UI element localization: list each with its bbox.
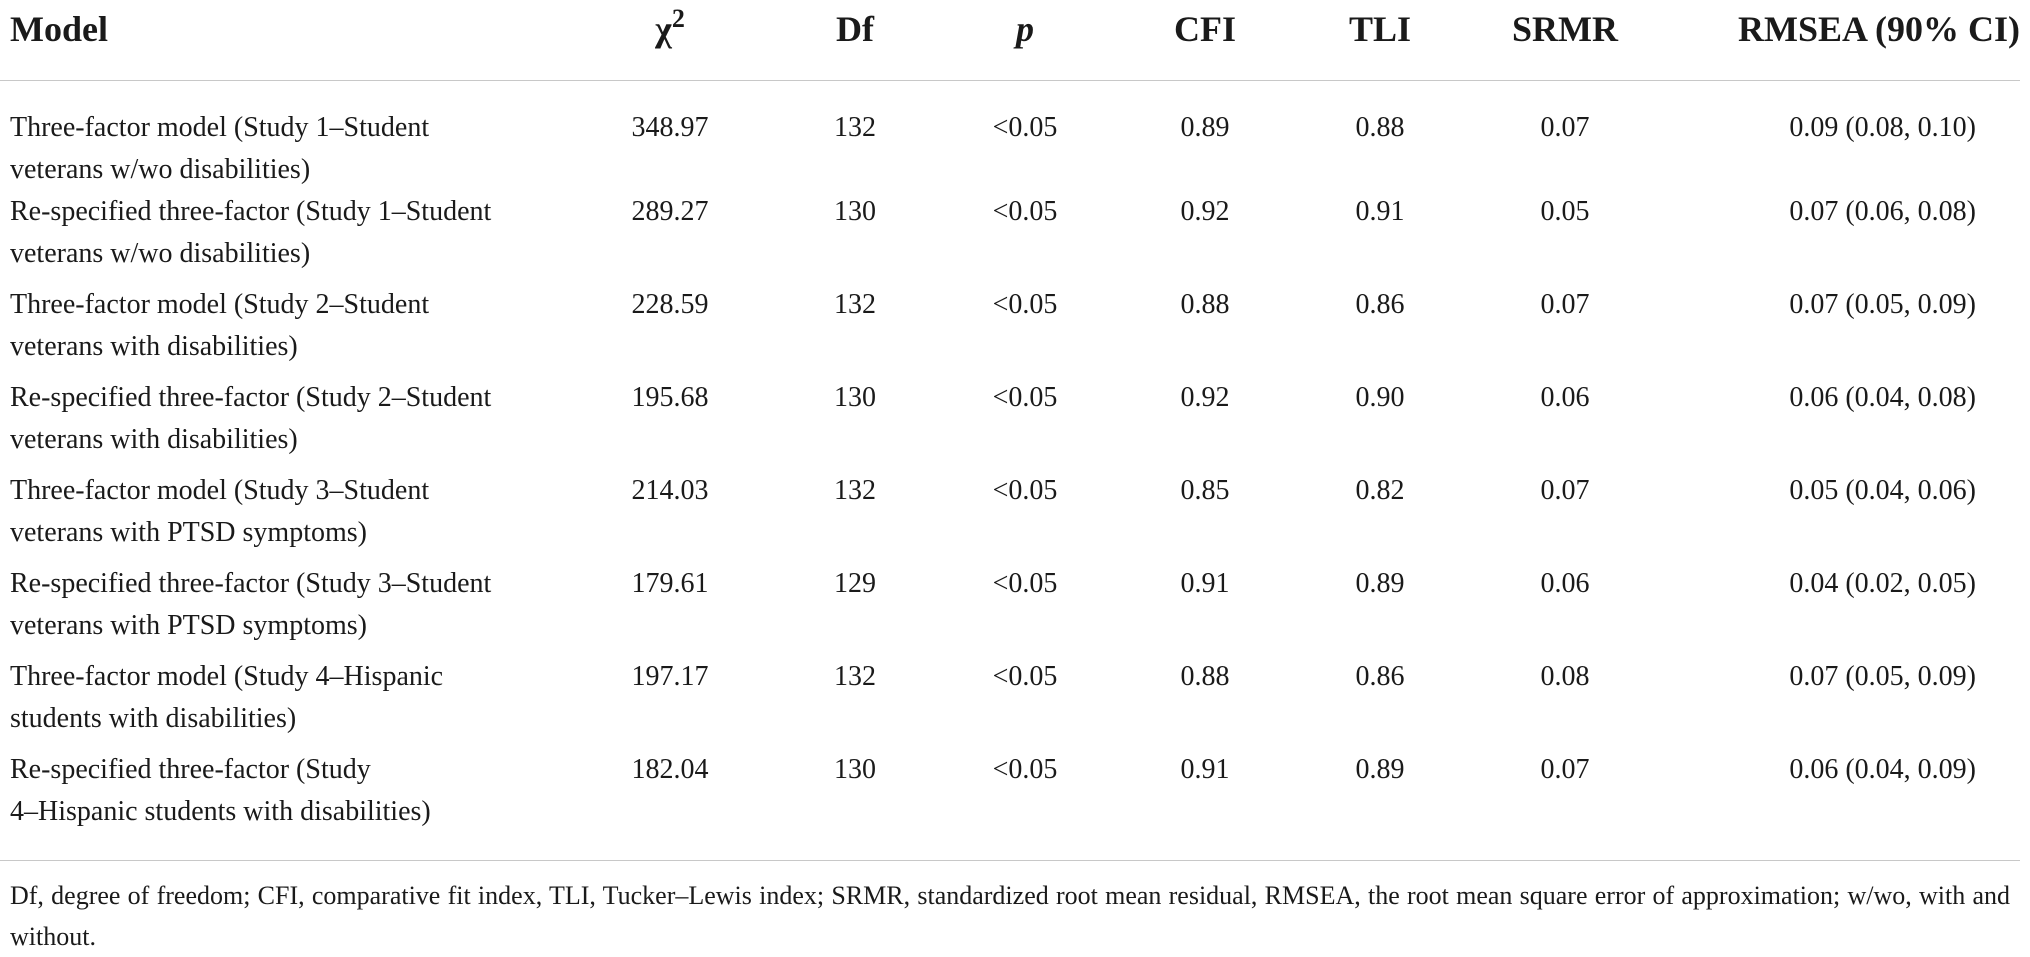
- cell-tli: 0.91: [1355, 196, 1405, 227]
- cell-tli: 0.89: [1355, 568, 1405, 599]
- cell-cfi: 0.85: [1180, 475, 1230, 506]
- model-line-1: Three-factor model (Study 2–Student: [10, 289, 430, 320]
- cell-srmr: 0.07: [1540, 475, 1590, 506]
- header-df: Df: [780, 0, 930, 81]
- header-rmsea: RMSEA (90% CI): [1660, 0, 2020, 81]
- cell-df: 132: [834, 661, 876, 692]
- cell-srmr: 0.08: [1540, 661, 1590, 692]
- cell-srmr: 0.06: [1540, 382, 1590, 413]
- cell-df: 132: [834, 112, 876, 143]
- model-line-2: students with disabilities): [10, 703, 297, 734]
- cell-rmsea: 0.07 (0.05, 0.09): [1789, 289, 1976, 320]
- cell-tli: 0.88: [1355, 112, 1405, 143]
- model-line-2: 4–Hispanic students with disabilities): [10, 796, 431, 827]
- table-body: [0, 81, 2020, 857]
- cell-cfi: 0.88: [1180, 661, 1230, 692]
- table-row: [0, 749, 2020, 856]
- cell-p: <0.05: [992, 754, 1058, 785]
- cell-p: <0.05: [992, 196, 1058, 227]
- cell-p: <0.05: [992, 661, 1058, 692]
- cell-srmr: 0.05: [1540, 196, 1590, 227]
- header-srmr: SRMR: [1470, 0, 1660, 81]
- cell-df: 132: [834, 475, 876, 506]
- cell-rmsea: 0.09 (0.08, 0.10): [1789, 112, 1976, 143]
- cell-cfi: 0.91: [1180, 754, 1230, 785]
- cell-tli: 0.86: [1355, 289, 1405, 320]
- model-line-2: veterans with disabilities): [10, 424, 298, 455]
- cell-rmsea: 0.07 (0.06, 0.08): [1789, 196, 1976, 227]
- cell-p: <0.05: [992, 382, 1058, 413]
- cell-p: <0.05: [992, 289, 1058, 320]
- cell-chi2: 179.61: [631, 568, 709, 599]
- header-p-label: p: [1016, 9, 1034, 49]
- model-line-2: veterans w/wo disabilities): [10, 154, 311, 185]
- cell-chi2: 348.97: [631, 112, 709, 143]
- chi-superscript: 2: [671, 4, 685, 33]
- model-line-1: Re-specified three-factor (Study 2–Student: [10, 382, 492, 413]
- cell-cfi: 0.89: [1180, 112, 1230, 143]
- table-row: [0, 377, 2020, 470]
- cell-chi2: 214.03: [631, 475, 709, 506]
- model-line-1: Re-specified three-factor (Study 1–Student: [10, 196, 492, 227]
- header-chi-square: [560, 0, 780, 81]
- cell-srmr: 0.06: [1540, 568, 1590, 599]
- cell-model: [0, 191, 560, 284]
- cell-model: [0, 81, 560, 192]
- cell-rmsea: 0.06 (0.04, 0.08): [1789, 382, 1976, 413]
- cell-df: 130: [834, 754, 876, 785]
- cell-srmr: 0.07: [1540, 754, 1590, 785]
- cell-cfi: 0.88: [1180, 289, 1230, 320]
- header-cfi: CFI: [1120, 0, 1290, 81]
- cell-tli: 0.90: [1355, 382, 1405, 413]
- cell-tli: 0.82: [1355, 475, 1405, 506]
- model-line-1: Re-specified three-factor (Study 3–Student: [10, 568, 492, 599]
- cell-model: [0, 377, 560, 470]
- cell-tli: 0.89: [1355, 754, 1405, 785]
- cell-model: [0, 563, 560, 656]
- cell-rmsea: 0.05 (0.04, 0.06): [1789, 475, 1976, 506]
- cell-chi2: 182.04: [631, 754, 709, 785]
- chi-symbol: χ: [655, 9, 672, 49]
- cell-tli: 0.86: [1355, 661, 1405, 692]
- cell-model: [0, 656, 560, 749]
- header-tli: TLI: [1290, 0, 1470, 81]
- cell-rmsea: 0.04 (0.02, 0.05): [1789, 568, 1976, 599]
- header-model: Model: [0, 0, 560, 81]
- table-footnote: Df, degree of freedom; CFI, comparative fit index, TLI, Tucker–Lewis index; SRMR, standardized root mean residual, RMSEA, the root mean square error of approximation; w/wo, with and without.: [10, 881, 2010, 951]
- model-line-1: Three-factor model (Study 3–Student: [10, 475, 430, 506]
- cell-srmr: 0.07: [1540, 112, 1590, 143]
- table-row: [0, 191, 2020, 284]
- cell-df: 130: [834, 196, 876, 227]
- cell-rmsea: 0.06 (0.04, 0.09): [1789, 754, 1976, 785]
- cell-model: [0, 749, 560, 856]
- model-line-1: Three-factor model (Study 1–Student: [10, 112, 430, 143]
- cell-srmr: 0.07: [1540, 289, 1590, 320]
- cell-chi2: 289.27: [631, 196, 709, 227]
- table-row: [0, 656, 2020, 749]
- cell-model: [0, 284, 560, 377]
- cell-cfi: 0.91: [1180, 568, 1230, 599]
- model-line-2: veterans w/wo disabilities): [10, 238, 311, 269]
- cell-p: <0.05: [992, 112, 1058, 143]
- cell-cfi: 0.92: [1180, 382, 1230, 413]
- model-line-1: Re-specified three-factor (Study: [10, 754, 371, 785]
- model-line-2: veterans with PTSD symptoms): [10, 517, 367, 548]
- cell-model: [0, 470, 560, 563]
- table-row: [0, 563, 2020, 656]
- cell-chi2: 228.59: [631, 289, 709, 320]
- cell-p: <0.05: [992, 568, 1058, 599]
- model-line-1: Three-factor model (Study 4–Hispanic: [10, 661, 444, 692]
- cell-df: 129: [834, 568, 876, 599]
- table-row: [0, 470, 2020, 563]
- model-line-2: veterans with PTSD symptoms): [10, 610, 367, 641]
- table-row: [0, 81, 2020, 192]
- cell-rmsea: 0.07 (0.05, 0.09): [1789, 661, 1976, 692]
- cell-chi2: 197.17: [631, 661, 709, 692]
- cell-chi2: 195.68: [631, 382, 709, 413]
- model-line-2: veterans with disabilities): [10, 331, 298, 362]
- cell-p: <0.05: [992, 475, 1058, 506]
- cell-df: 132: [834, 289, 876, 320]
- header-row: [0, 0, 2020, 81]
- table-row: [0, 284, 2020, 377]
- cell-cfi: 0.92: [1180, 196, 1230, 227]
- header-p: [930, 0, 1120, 81]
- cell-df: 130: [834, 382, 876, 413]
